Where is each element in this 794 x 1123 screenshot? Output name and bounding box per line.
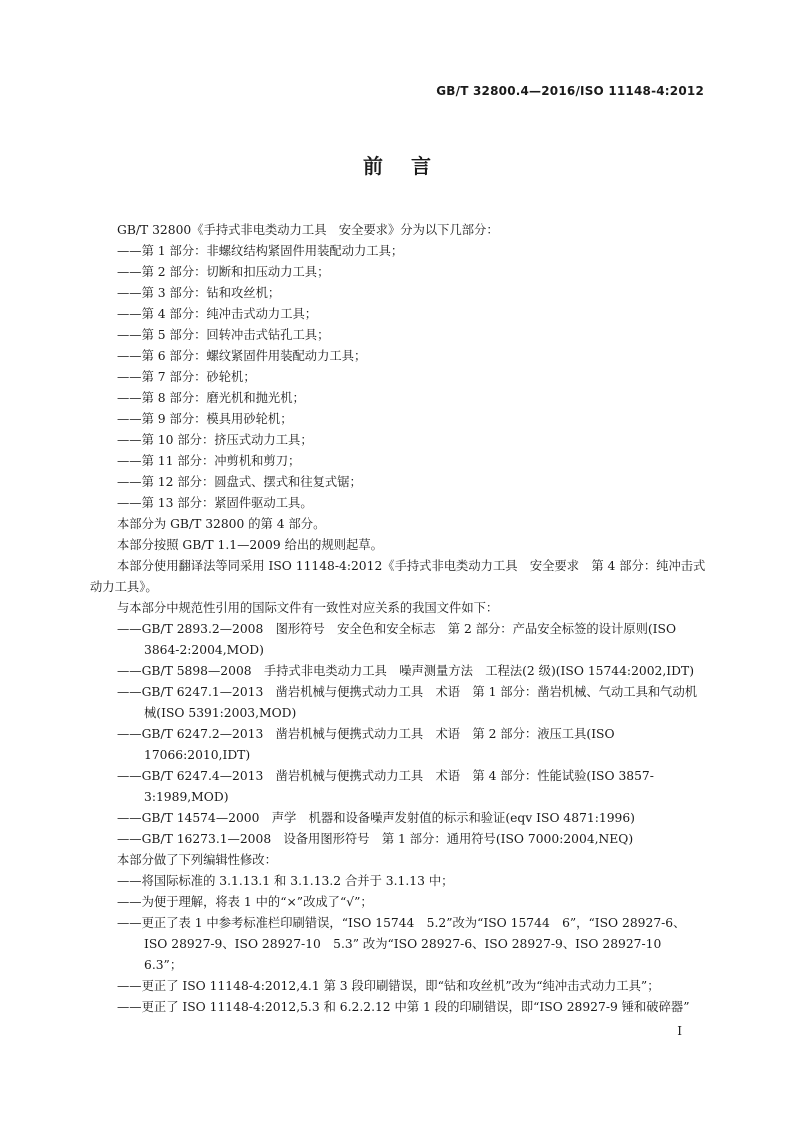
- list-item: ——第 5 部分：回转冲击式钻孔工具；: [117, 328, 330, 342]
- references-intro: 与本部分中规范性引用的国际文件有一致性对应关系的我国文件如下：: [117, 601, 499, 615]
- list-item: ——更正了 ISO 11148-4:2012,5.3 和 6.2.2.12 中第 1 段的印刷错误，即“ISO 28927-9 锤和破碎器”: [117, 1000, 690, 1014]
- intro-paragraph: GB/T 32800《手持式非电类动力工具 安全要求》分为以下几部分：: [117, 223, 499, 237]
- list-item: ——GB/T 6247.1—2013 凿岩机械与便携式动力工具 术语 第 1 部分：凿岩机械、气动工具和气动机械(ISO 5391:2003,MOD): [117, 685, 698, 720]
- list-item: ——第 10 部分：挤压式动力工具；: [117, 433, 313, 447]
- list-item: ——将国际标准的 3.1.13.1 和 3.1.13.2 合并于 3.1.13 中；: [117, 874, 454, 888]
- statement-translation: 本部分使用翻译法等同采用 ISO 11148-4:2012《手持式非电类动力工具 安全要求 第 4 部分：纯冲击式动力工具》。: [90, 559, 706, 594]
- list-item: ——第 11 部分：冲剪机和剪刀；: [117, 454, 301, 468]
- page-number: I: [677, 1024, 682, 1038]
- list-item: ——第 6 部分：螺纹紧固件用装配动力工具；: [117, 349, 367, 363]
- list-item: ——第 1 部分：非螺纹结构紧固件用装配动力工具；: [117, 244, 404, 258]
- list-item: ——第 2 部分：切断和扣压动力工具；: [117, 265, 330, 279]
- list-item: ——第 9 部分：模具用砂轮机；: [117, 412, 293, 426]
- page-title: 前言: [363, 154, 459, 178]
- list-item: ——GB/T 6247.4—2013 凿岩机械与便携式动力工具 术语 第 4 部分：性能试验(ISO 3857-3:1989,MOD): [117, 769, 654, 804]
- list-item: ——更正了 ISO 11148-4:2012,4.1 第 3 段印刷错误，即“钻和攻丝机”改为“纯冲击式动力工具”；: [117, 979, 660, 993]
- list-item: ——第 12 部分：圆盘式、摆式和往复式锯；: [117, 475, 362, 489]
- list-item: ——第 7 部分：砂轮机；: [117, 370, 256, 384]
- list-item: ——GB/T 16273.1—2008 设备用图形符号 第 1 部分：通用符号(ISO 7000:2004,NEQ): [117, 832, 634, 846]
- references-list: [117, 619, 707, 850]
- list-item: ——GB/T 2893.2—2008 图形符号 安全色和安全标志 第 2 部分：产品安全标签的设计原则(ISO 3864-2:2004,MOD): [117, 622, 677, 657]
- list-item: ——第 13 部分：紧固件驱动工具。: [117, 496, 313, 510]
- list-item: ——GB/T 6247.2—2013 凿岩机械与便携式动力工具 术语 第 2 部分：液压工具(ISO 17066:2010,IDT): [117, 727, 615, 762]
- list-item: ——为便于理解，将表 1 中的“×”改成了“√”；: [117, 895, 373, 909]
- statement-part: 本部分为 GB/T 32800 的第 4 部分。: [117, 517, 326, 531]
- list-item: ——更正了表 1 中参考标准栏印刷错误，“ISO 15744 5.2”改为“ISO 15744 6”，“ISO 28927-6、ISO 28927-9、ISO 28927-10 5.3” 改为“ISO 28927-6、ISO 28927-9、ISO 28927-10 6.3”；: [117, 916, 686, 972]
- standard-code: GB/T 32800.4—2016/ISO 11148-4:2012: [436, 84, 704, 98]
- edits-intro: 本部分做了下列编辑性修改：: [117, 853, 277, 867]
- parts-list: [117, 241, 707, 514]
- list-item: ——GB/T 5898—2008 手持式非电类动力工具 噪声测量方法 工程法(2 级)(ISO 15744:2002,IDT): [117, 664, 694, 678]
- list-item: ——GB/T 14574—2000 声学 机器和设备噪声发射值的标示和验证(eqv ISO 4871:1996): [117, 811, 635, 825]
- list-item: ——第 3 部分：钻和攻丝机；: [117, 286, 281, 300]
- list-item: ——第 4 部分：纯冲击式动力工具；: [117, 307, 318, 321]
- list-item: ——第 8 部分：磨光机和抛光机；: [117, 391, 305, 405]
- edits-list: [117, 871, 707, 1018]
- foreword-body: [90, 220, 707, 1018]
- statement-rules: 本部分按照 GB/T 1.1—2009 给出的规则起草。: [117, 538, 383, 552]
